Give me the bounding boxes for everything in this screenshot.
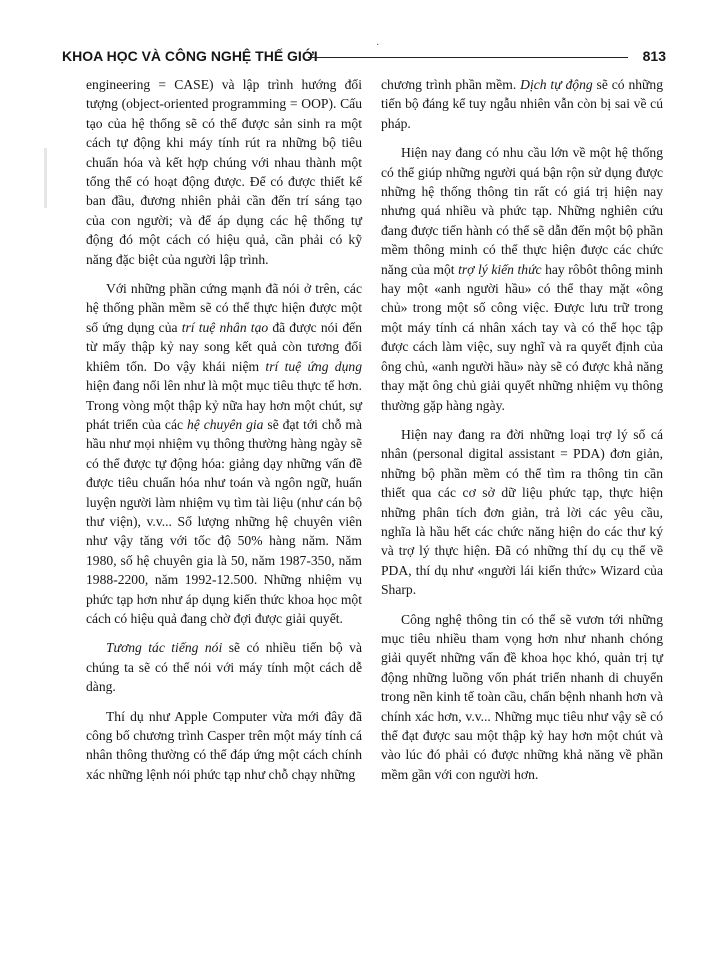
- speck: ·: [376, 40, 380, 51]
- paragraph: [86, 279, 362, 628]
- header-title: KHOA HỌC VÀ CÔNG NGHỆ THẾ GIỚI: [62, 48, 318, 64]
- text-run: Hiện nay đang có nhu cầu lớn về một hệ thống có thể giúp những người quá bận rộn sử dụng được những hệ thống thông tin rất có giá trị hiện nay nhưng quá nhiều và phức tạp. Những nghiên cứu đang được tiến hành có thể sẽ dẫn đến một bộ phần mềm thông minh có thể thực hiện được các chức năng của một: [381, 145, 663, 277]
- paragraph: Thí dụ như Apple Computer vừa mới đây đã công bố chương trình Casper trên một máy tính cá nhân thông thường có thể đáp ứng một cách chính xác những lệnh nói phức tạp như chỗ chạy những: [86, 708, 362, 782]
- paragraph: [86, 638, 362, 696]
- emphasis: Dịch tự động: [520, 77, 593, 92]
- emphasis: Tương tác tiếng nói: [106, 640, 223, 656]
- emphasis: trí tuệ nhân tạo: [181, 319, 269, 335]
- text-run: sẽ có những tiến bộ đáng kể tuy ngẫu nhiên vẫn còn bị sai về cú pháp.: [381, 77, 663, 131]
- header-rule: [308, 57, 628, 58]
- emphasis: hệ chuyên gia: [186, 416, 264, 432]
- page-number: 813: [642, 48, 666, 64]
- scan-margin-mark: [44, 148, 47, 208]
- paragraph: [381, 75, 663, 133]
- text-run: đã được nói đến từ mấy thập kỷ nay song kết quả còn tương đối khiêm tốn. Do vậy khái niệm: [86, 319, 362, 374]
- text-run: hiện đang nổi lên như là một mục tiêu thực tế hơn. Trong vòng một thập kỷ nữa hay hơn một chút, sự phát triển của các: [86, 378, 362, 432]
- paragraph: Hiện nay đang ra đời những loại trợ lý số cá nhân (personal digital assistant = PDA) đơn giản, những bộ phần mềm có thể tìm ra thông tin cần thiết qua các cơ sở dữ liệu phức tạp, thực hiện những phân tích đơn giản, trả lời các yêu cầu, nghĩa là hầu hết các chức năng hiện do các thư ký và trợ lý thực hiện. Đã có những thí dụ cụ thể về PDA, thí dụ như «người lái kiến thức» Wizard của Sharp.: [381, 426, 663, 598]
- paragraph: [381, 143, 663, 415]
- text-run: Với những phần cứng mạnh đã nói ở trên, các hệ thống phần mềm sẽ có thể thực hiện được một số ứng dụng của: [86, 281, 362, 335]
- running-header: [62, 48, 666, 70]
- emphasis: trợ lý kiến thức: [458, 261, 542, 277]
- right-column: [381, 75, 663, 794]
- paragraph: Công nghệ thông tin có thể sẽ vươn tới những mục tiêu nhiều tham vọng hơn như nhanh chóng giải quyết những vấn đề khoa học khó, quản trị tự động những luồng vốn phát triển nhanh di chuyển trong nền kinh tế toàn cầu, chấn bệnh nhanh hơn và chính xác hơn, v.v... Những mục tiêu như vậy sẽ có thể đạt được sau một thập kỷ hay hơn một chút và vào lúc đó phải có được những khả năng về phần mềm gần với con người hơn.: [381, 611, 663, 782]
- left-column: [86, 75, 362, 794]
- text-run: sẽ có nhiều tiến bộ và chúng ta sẽ có thể nói với máy tính một cách dễ dàng.: [86, 640, 362, 695]
- emphasis: trí tuệ ứng dụng: [265, 358, 362, 374]
- text-run: sẽ đạt tới chỗ mà hầu như mọi nhiệm vụ thông thường hàng ngày sẽ có thể được tự động hóa: giảng dạy những vấn đề được tiêu chuẩn hóa như toán và ngôn ngữ, huấn luyện người làm nhiệm vụ tìm tài liệu (như cán bộ thư viện), v.v... Số lượng những hệ chuyên viên như vậy tăng với tốc độ 50% hàng năm. Năm 1980, số hệ chuyên gia là 50, năm 1987-350, năm 1988-2200, năm 1992-12.500. Những nhiệm vụ phức tạp hơn như áp dụng kiến thức khoa học một cách có hiệu quả đang chờ đợi được giải quyết.: [86, 416, 362, 626]
- text-run: hay rôbôt thông minh hay một «anh người hầu» có thể thay mặt «ông chủ» trong một số công việc. Được lưu trữ trong một máy tính cá nhân xách tay và có thể học tập được cách làm việc, suy nghĩ và ra quyết định của ông chủ, «anh người hầu» này sẽ có được khả năng thay mặt ông chủ giải quyết những nhiệm vụ thông thường gặp hàng ngày.: [381, 261, 663, 413]
- text-run: chương trình phần mềm.: [381, 77, 521, 92]
- paragraph: engineering = CASE) và lập trình hướng đối tượng (object-oriented programming = OOP). Cấu tạo của hệ thống sẽ có thể được sản sinh ra một cách tự động khi máy tính rút ra những bộ tiêu chuẩn hóa và kết hợp chúng với nhau thành một tổng thể có hoạt động được. Để có được thiết kế ban đầu, đương nhiên phải cần đến trí sáng tạo của con người; và để áp dụng các hệ thống tự động đó một cách có hiệu quả, cần phải có kỹ năng đặc biệt của người lập trình.: [86, 77, 362, 267]
